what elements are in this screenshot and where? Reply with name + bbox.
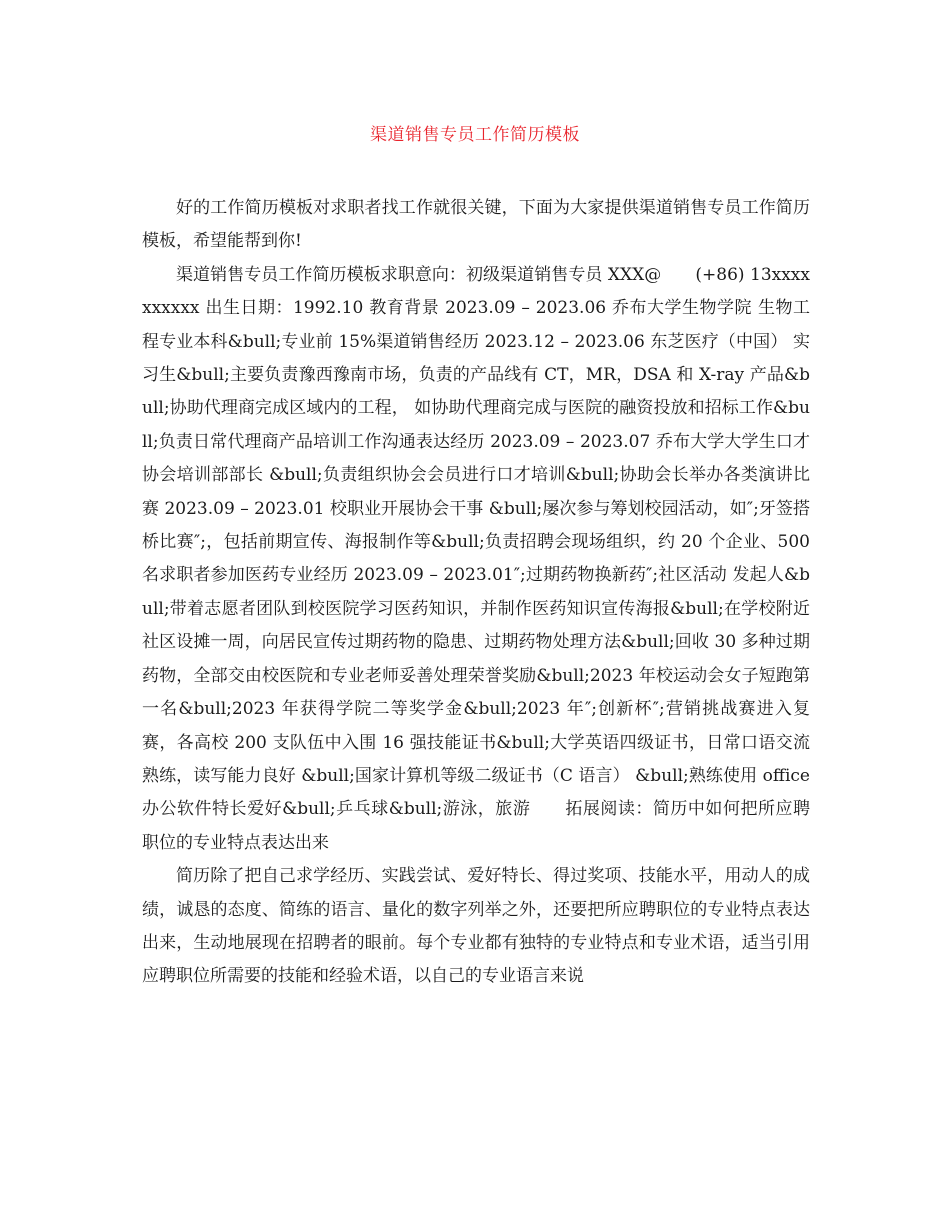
extended-reading-paragraph: 简历除了把自己求学经历、实践尝试、爱好特长、得过奖项、技能水平，用动人的成绩，诚恳的态度、简练的语言、量化的数字列举之外，还要把所应聘职位的专业特点表达出来，生动地展现在招聘者的眼前。每个专业都有独特的专业特点和专业术语，适当引用应聘职位所需要的技能和经验术语，以自己的专业语言来说	[142, 866, 810, 987]
intro-paragraph: 好的工作简历模板对求职者找工作就很关键，下面为大家提供渠道销售专员工作简历模板，希望能帮到你!	[142, 198, 810, 252]
document-body	[142, 192, 810, 994]
resume-paragraph: 渠道销售专员工作简历模板求职意向：初级渠道销售专员 XXX@ (+86) 13xxxxxxxxxx 出生日期：1992.10 教育背景 2023.09 – 2023.06 乔布大学生物学院 生物工程专业本科&bull;专业前 15%渠道销售经历 2023.12 – 2023.06 东芝医疗（中国） 实习生&bull;主要负责豫西豫南市场，负责的产品线有 CT，MR，DSA 和 X-ray 产品&bull;协助代理商完成区域内的工程， 如协助代理商完成与医院的融资投放和招标工作&bull;负责日常代理商产品培训工作沟通表达经历 2023.09 – 2023.07 乔布大学大学生口才协会培训部部长 &bull;负责组织协会会员进行口才培训&bull;协助会长举办各类演讲比赛 2023.09 – 2023.01 校职业开展协会干事 &bull;屡次参与筹划校园活动，如″;牙签搭桥比赛″;，包括前期宣传、海报制作等&bull;负责招聘会现场组织，约 20 个企业、500 名求职者参加医药专业经历 2023.09 – 2023.01″;过期药物换新药″;社区活动 发起人&bull;带着志愿者团队到校医院学习医药知识，并制作医药知识宣传海报&bull;在学校附近社区设摊一周，向居民宣传过期药物的隐患、过期药物处理方法&bull;回收 30 多种过期药物，全部交由校医院和专业老师妥善处理荣誉奖励&bull;2023 年校运动会女子短跑第一名&bull;2023 年获得学院二等奖学金&bull;2023 年″;创新杯″;营销挑战赛进入复赛，各高校 200 支队伍中入围 16 强技能证书&bull;大学英语四级证书，日常口语交流熟练，读写能力良好 &bull;国家计算机等级二级证书（C 语言） &bull;熟练使用 office 办公软件特长爱好&bull;乒乓球&bull;游泳，旅游 拓展阅读：简历中如何把所应聘职位的专业特点表达出来	[142, 264, 810, 853]
document-title: 渠道销售专员工作简历模板	[370, 125, 580, 145]
